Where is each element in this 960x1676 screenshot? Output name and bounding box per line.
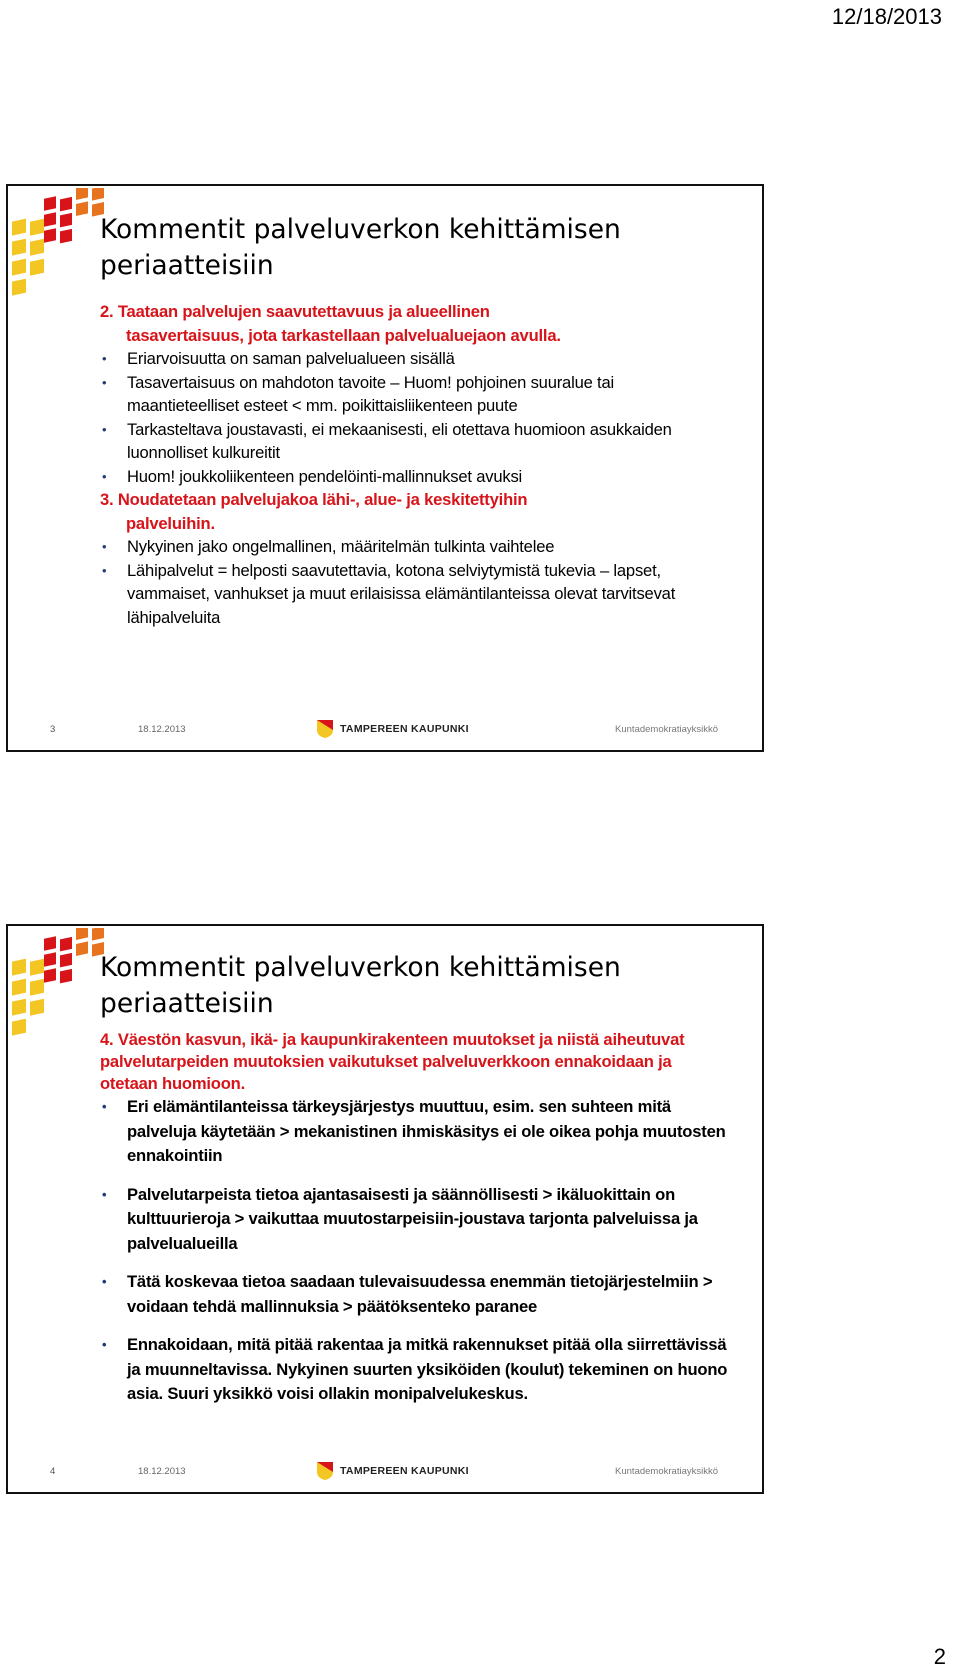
list-item xyxy=(100,559,730,630)
tampere-pattern-logo xyxy=(10,188,112,300)
spacer xyxy=(100,1256,730,1270)
page-date: 12/18/2013 xyxy=(831,4,942,29)
slide-number: 3 xyxy=(50,724,56,735)
slide-footer xyxy=(8,714,762,750)
heading-line: 2. Taataan palvelujen saavutettavuus ja alueellinen xyxy=(100,302,490,321)
tampere-crest-icon xyxy=(316,1461,334,1481)
heading-line: 3. Noudatetaan palvelujakoa lähi-, alue- ja keskitettyihin xyxy=(100,490,528,509)
bullet-icon: • xyxy=(102,1337,107,1352)
title-line: periaatteisiin xyxy=(100,250,274,281)
list-item-text: Tasavertaisuus on mahdoton tavoite – Huom! pohjoinen suuralue tai maantieteelliset esteet < mm. poikittaisliikenteen puute xyxy=(127,372,614,415)
list-item-text: Eri elämäntilanteissa tärkeysjärjestys muuttuu, esim. sen suhteen mitä palveluja käytetään > mekanistinen ihmiskäsitys ei ole oikea pohja muutosten ennakointiin xyxy=(127,1097,726,1165)
page-number: 2 xyxy=(933,1644,946,1669)
bullet-icon: • xyxy=(102,374,107,390)
list-item xyxy=(100,1270,730,1319)
title-line: Kommentit palveluverkon kehittämisen xyxy=(100,214,621,245)
list-item xyxy=(100,371,730,418)
bullet-icon: • xyxy=(102,421,107,437)
bullet-icon: • xyxy=(102,1274,107,1289)
list-item xyxy=(100,1095,730,1169)
spacer xyxy=(100,1319,730,1333)
slide-title xyxy=(100,950,740,1022)
list-item-text: Tarkasteltava joustavasti, ei mekaanisesti, eli otettava huomioon asukkaiden luonnolliset kulkureitit xyxy=(127,419,672,462)
list-item-text: Eriarvoisuutta on saman palvelualueen sisällä xyxy=(127,349,455,368)
bullet-icon: • xyxy=(102,539,107,554)
brand-name: TAMPEREEN KAUPUNKI xyxy=(340,1465,469,1477)
list-item-text: Lähipalvelut = helposti saavutettavia, kotona selviytymistä tukevia – lapset, vammaiset, vanhukset ja muut erilaisissa elämäntilanteissa olevat tarvitsevat lähipalveluita xyxy=(127,560,676,627)
list-item xyxy=(100,465,730,489)
slide-number: 4 xyxy=(50,1466,56,1477)
title-line: Kommentit palveluverkon kehittämisen xyxy=(100,952,621,983)
section-heading-3 xyxy=(100,488,730,535)
list-item-text: Ennakoidaan, mitä pitää rakentaa ja mitkä rakennukset pitää olla siirrettävissä ja muunneltavissa. Nykyinen suurten yksiköiden (koulut) tekeminen on huono asia. Suuri yksikkö voisi ollakin monipalvelukeskus. xyxy=(127,1335,728,1403)
list-item xyxy=(100,347,730,371)
list-item xyxy=(100,1333,730,1407)
bullet-icon: • xyxy=(102,1186,107,1202)
tampere-pattern-logo xyxy=(10,928,112,1040)
slide-body xyxy=(100,300,730,629)
list-item-text: Huom! joukkoliikenteen pendelöinti-mallinnukset avuksi xyxy=(127,466,523,486)
unit-name: Kuntademokratiayksikkö xyxy=(615,1466,718,1477)
slide-date: 18.12.2013 xyxy=(138,1466,186,1477)
spacer xyxy=(100,1169,730,1183)
unit-name: Kuntademokratiayksikkö xyxy=(615,724,718,735)
tampere-brand xyxy=(316,716,469,742)
slide-body xyxy=(100,1029,730,1407)
brand-name: TAMPEREEN KAUPUNKI xyxy=(340,723,469,735)
list-item xyxy=(100,535,730,559)
bullet-icon: • xyxy=(102,562,107,578)
bullet-icon: • xyxy=(102,1099,107,1114)
bullet-icon: • xyxy=(102,351,107,366)
tampere-crest-icon xyxy=(316,719,334,739)
slide-3 xyxy=(6,184,764,752)
heading-line: palveluihin. xyxy=(126,513,215,533)
section-heading-2 xyxy=(100,300,730,347)
tampere-brand xyxy=(316,1458,469,1484)
title-line: periaatteisiin xyxy=(100,988,274,1019)
slide-date: 18.12.2013 xyxy=(138,724,186,735)
bullet-icon: • xyxy=(102,468,107,484)
list-item-text: Tätä koskevaa tietoa saadaan tulevaisuudessa enemmän tietojärjestelmiin > voidaan tehdä mallinnuksia > päätöksenteko paranee xyxy=(127,1272,713,1316)
list-item xyxy=(100,1183,730,1257)
list-item-text: Nykyinen jako ongelmallinen, määritelmän tulkinta vaihtelee xyxy=(127,537,555,556)
slide-footer xyxy=(8,1456,762,1492)
heading-line: tasavertaisuus, jota tarkastellaan palvelualuejaon avulla. xyxy=(126,325,561,345)
list-item xyxy=(100,418,730,465)
slide-title xyxy=(100,212,740,284)
list-item-text: Palvelutarpeista tietoa ajantasaisesti ja säännöllisesti > ikäluokittain on kulttuurieroja > vaikuttaa muutostarpeisiin-joustava tarjonta palveluissa ja palvelualueilla xyxy=(127,1184,698,1253)
slide-4 xyxy=(6,924,764,1494)
section-heading-4: 4. Väestön kasvun, ikä- ja kaupunkirakenteen muutokset ja niistä aiheutuvat palvelutarpeiden muutoksien vaikutukset palveluverkkoon ennakoidaan ja otetaan huomioon. xyxy=(100,1030,685,1093)
